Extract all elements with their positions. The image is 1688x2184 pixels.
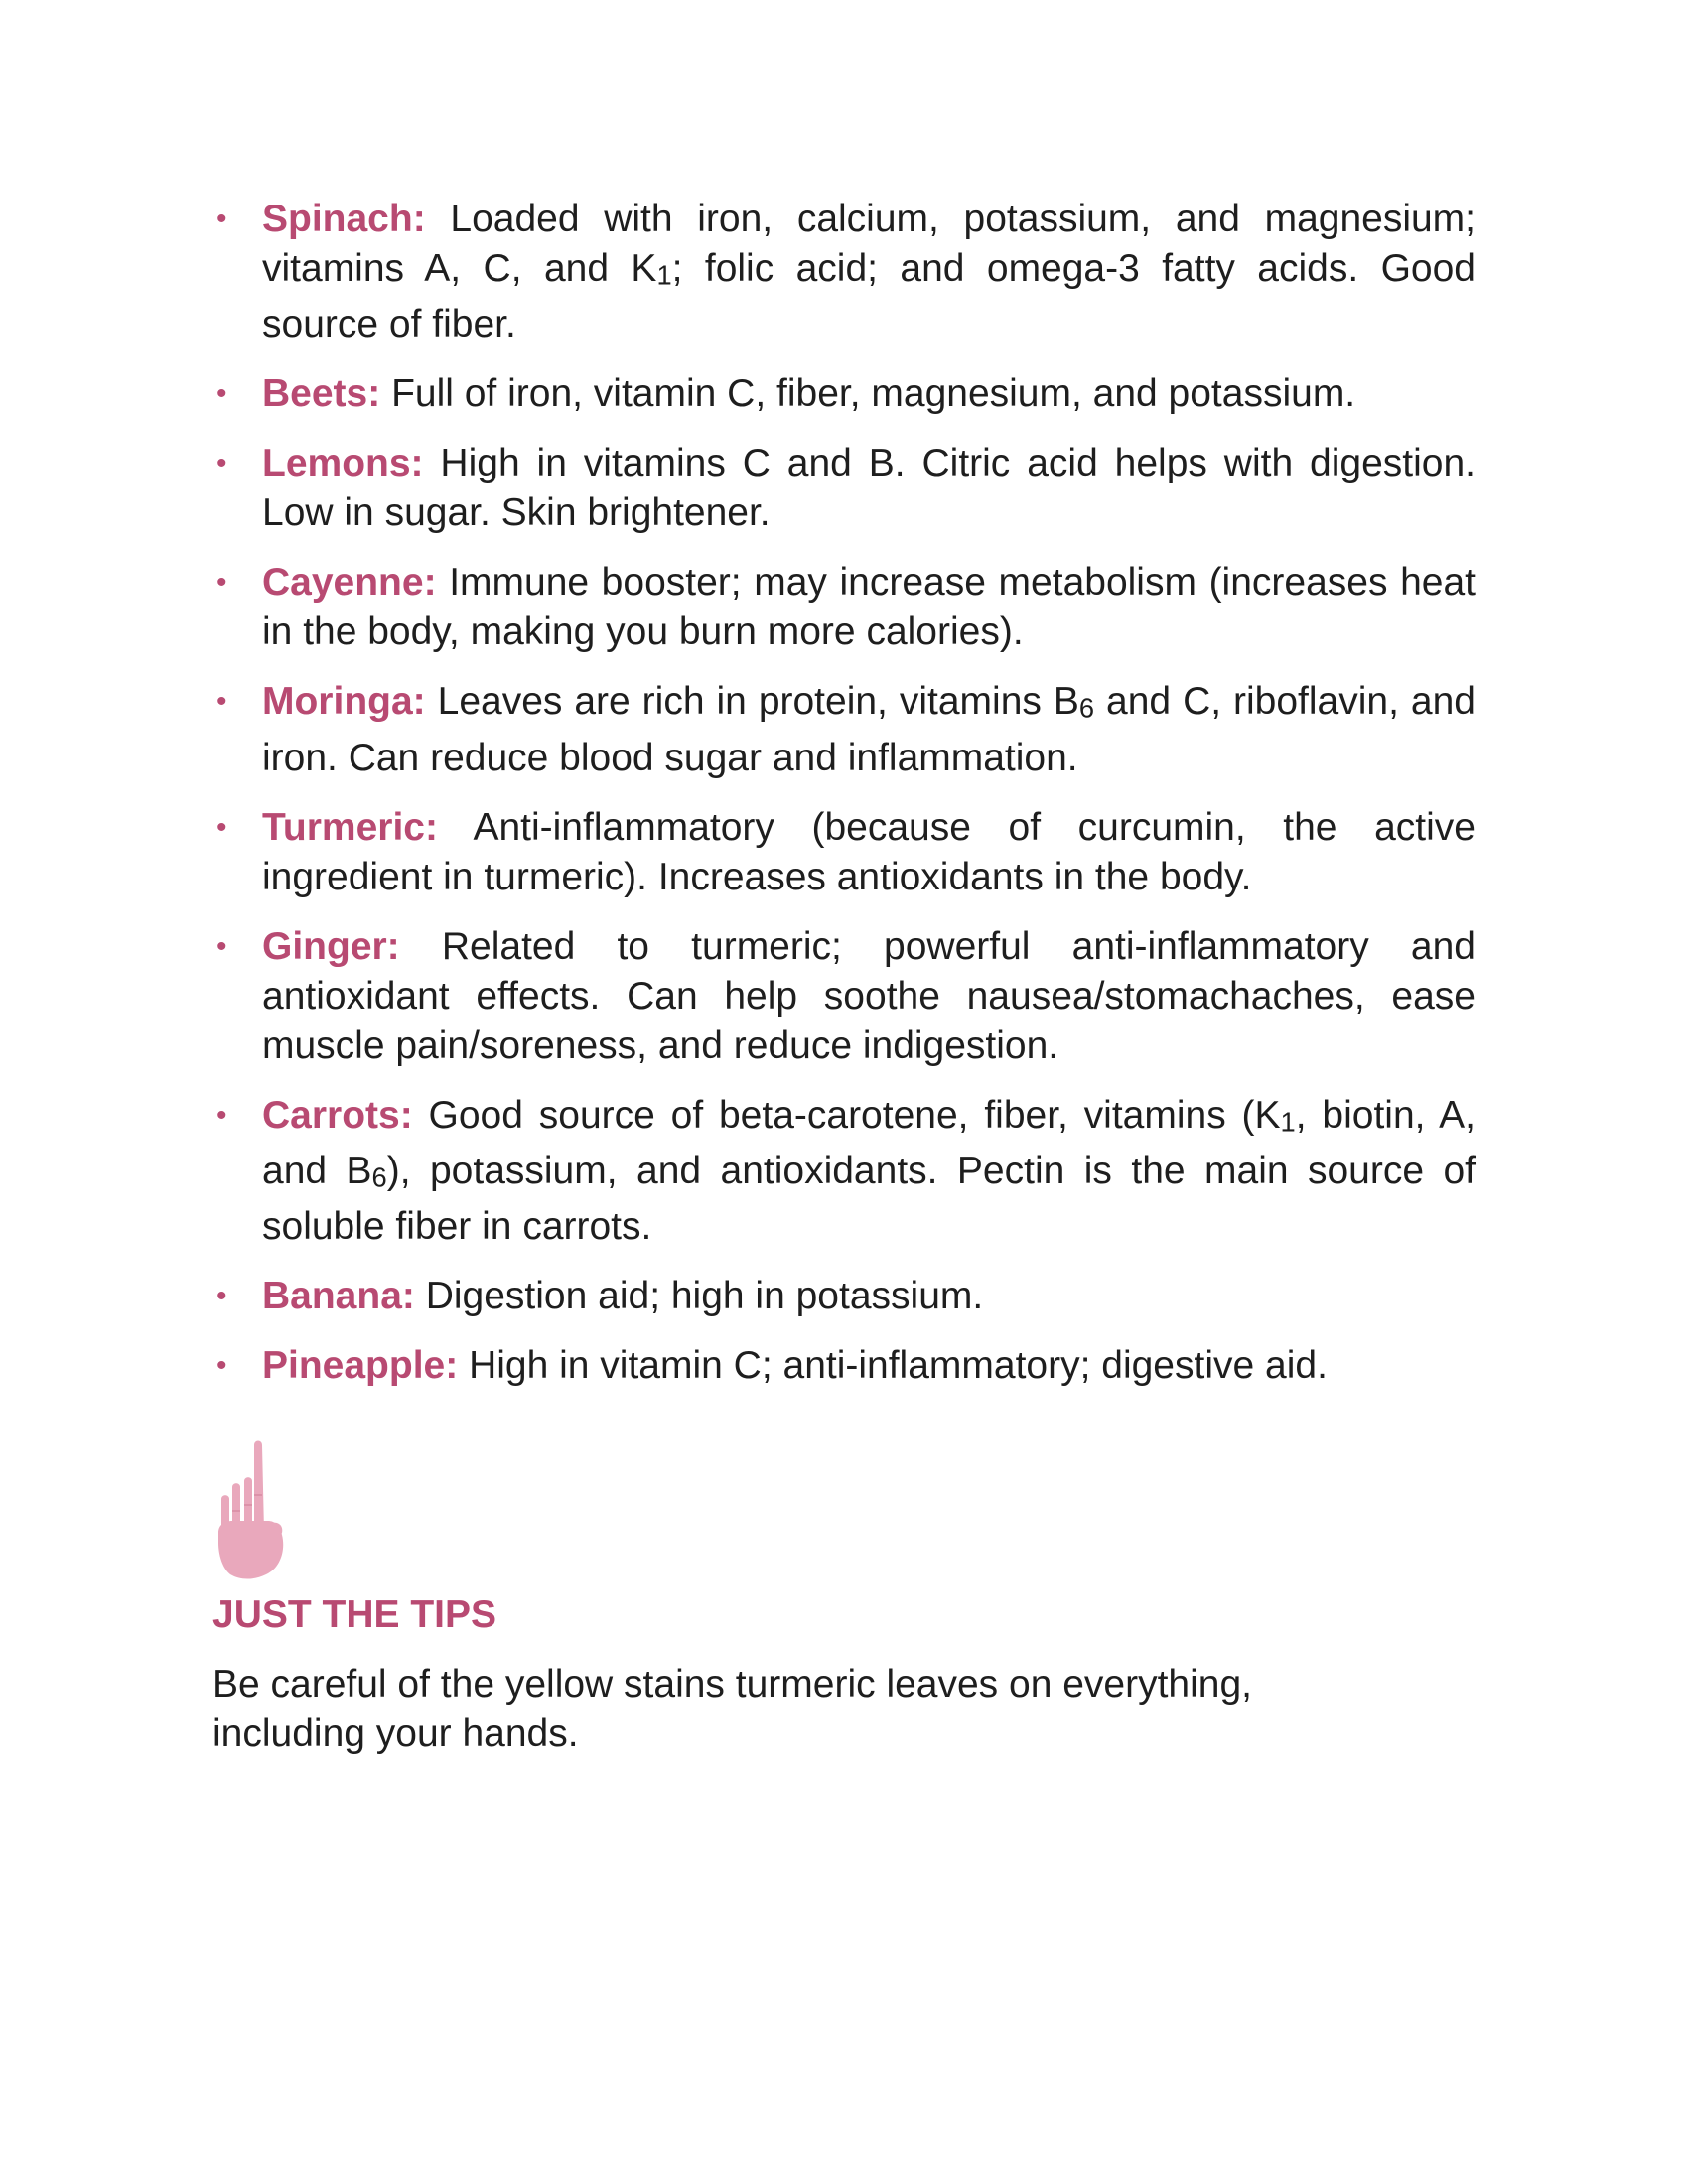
bullet-icon: • bbox=[216, 377, 227, 411]
item-description: High in vitamins C and B. Citric acid helps with digestion. Low in sugar. Skin brightener. bbox=[262, 442, 1476, 535]
bullet-icon: • bbox=[216, 685, 227, 719]
item-description: Anti-inflammatory (because of curcumin, the active ingredient in turmeric). Increases antioxidants in the body. bbox=[262, 805, 1476, 898]
list-item bbox=[212, 922, 1476, 1071]
bullet-icon: • bbox=[216, 929, 227, 963]
ingredient-list bbox=[212, 195, 1476, 1411]
bullet-icon: • bbox=[216, 1280, 227, 1313]
item-term: Pineapple: bbox=[262, 1344, 459, 1388]
item-term: Turmeric: bbox=[262, 805, 438, 849]
subscript: 6 bbox=[1078, 692, 1095, 724]
list-item bbox=[212, 369, 1476, 419]
item-description: Full of iron, vitamin C, fiber, magnesium, and potassium. bbox=[391, 372, 1356, 416]
item-term: Spinach: bbox=[262, 198, 426, 240]
tips-body: Be careful of the yellow stains turmeric leaves on everything, including your hands. bbox=[212, 1663, 1253, 1755]
item-description: Digestion aid; high in potassium. bbox=[425, 1275, 984, 1318]
subscript: 6 bbox=[371, 1161, 387, 1193]
item-term: Ginger: bbox=[262, 924, 400, 968]
tips-heading: JUST THE TIPS bbox=[212, 1593, 497, 1636]
list-item bbox=[212, 195, 1476, 349]
item-description: Related to turmeric; powerful anti-inflammatory and antioxidant effects. Can help soothe nausea/stomachaches, ease muscle pain/soreness, and reduce indigestion. bbox=[262, 924, 1476, 1067]
bullet-icon: • bbox=[216, 1349, 227, 1383]
list-item bbox=[212, 1091, 1476, 1253]
item-description: ; folic acid; and omega-3 fatty acids. Good source of fiber. bbox=[262, 247, 1476, 346]
item-description: Immune booster; may increase metabolism (increases heat in the body, making you burn more calories). bbox=[262, 561, 1476, 654]
pointing-hand-icon bbox=[211, 1435, 290, 1582]
item-term: Beets: bbox=[262, 372, 381, 416]
item-term: Lemons: bbox=[262, 442, 424, 485]
bullet-icon: • bbox=[216, 447, 227, 480]
list-item bbox=[212, 558, 1476, 657]
subscript: 1 bbox=[1280, 1105, 1296, 1137]
bullet-icon: • bbox=[216, 810, 227, 844]
list-item bbox=[212, 1272, 1476, 1321]
list-item bbox=[212, 803, 1476, 902]
item-term: Moringa: bbox=[262, 680, 426, 724]
item-term: Carrots: bbox=[262, 1093, 413, 1137]
list-item bbox=[212, 1341, 1476, 1391]
list-item bbox=[212, 677, 1476, 782]
item-description: High in vitamin C; anti-inflammatory; digestive aid. bbox=[469, 1344, 1328, 1388]
item-term: Cayenne: bbox=[262, 561, 437, 605]
bullet-icon: • bbox=[216, 566, 227, 600]
item-term: Banana: bbox=[262, 1275, 415, 1318]
item-description: ), potassium, and antioxidants. Pectin is the main source of soluble fiber in carrots. bbox=[262, 1149, 1477, 1249]
item-description: , biotin, A, and B bbox=[262, 1093, 1476, 1192]
list-item bbox=[212, 439, 1476, 538]
subscript: 1 bbox=[656, 259, 672, 291]
item-description: Leaves are rich in protein, vitamins B bbox=[437, 680, 1079, 724]
item-description: and C, riboflavin, and iron. Can reduce blood sugar and inflammation. bbox=[262, 680, 1476, 779]
item-description: Loaded with iron, calcium, potassium, and magnesium; vitamins A, C, and K bbox=[262, 198, 1477, 290]
bullet-icon: • bbox=[216, 1098, 227, 1132]
bullet-icon: • bbox=[216, 203, 227, 235]
item-description: Good source of beta-carotene, fiber, vitamins (K bbox=[428, 1093, 1281, 1137]
